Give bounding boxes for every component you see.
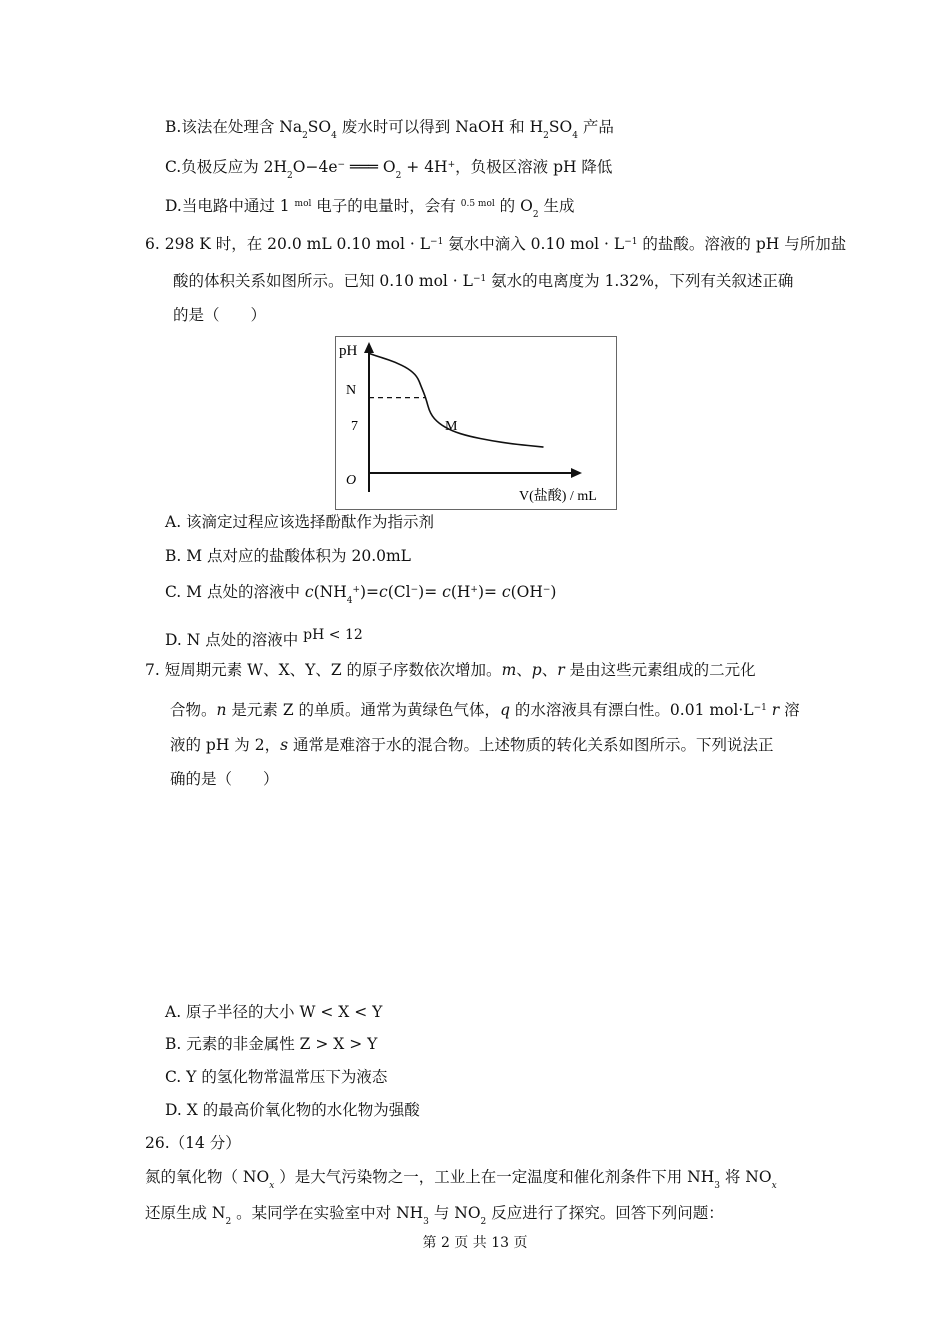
q5-option-b: B.该法在处理含 $Na_2SO_4$ 废水时可以得到 NaOH 和 $H_2SO_4$ 产品 (165, 118, 614, 141)
origin-label: O (346, 473, 357, 488)
q26-line1: 氮的氧化物（ $NO_x$ ）是大气污染物之一，工业上在一定温度和催化剂条件下用 $NH_3$ 将 $NO_x$ (145, 1168, 777, 1191)
titration-chart (335, 336, 617, 510)
q6-stem-line1: 6. 298 K 时，在 20.0 mL 0.10 mol · $L^{-1}$ 氨水中滴入 0.10 mol · $L^{-1}$ 的盐酸。溶液的 pH 与所加盐 (145, 235, 847, 253)
q26-line2: 还原生成 $N_2$ 。某同学在实验室中对 $NH_3$ 与 $NO_2$ 反应进行了探究。回答下列问题： (145, 1204, 724, 1227)
q7-option-c: C. Y 的氢化物常温常压下为液态 (165, 1068, 388, 1086)
y-axis-label: pH (339, 343, 358, 359)
q7-stem-line2: 合物。n 是元素 Z 的单质。通常为黄绿色气体，q 的水溶液具有漂白性。0.01 $mol\cdot L^{-1}$ r 溶 (170, 701, 800, 719)
q6-option-d: D. N 点处的溶液中 $^{pH < 12}$ (165, 627, 363, 649)
q6-option-c: C. M 点处的溶液中 $c(NH_4^+)=c(Cl^-)= c(H^+)= c(OH^-)$ (165, 583, 557, 606)
q5-option-d: D.当电路中通过 1 $^{mol}$ 电子的电量时，会有 $^{0.5 mol}$ 的 $O_2$ 生成 (165, 197, 575, 220)
q6-option-a: A. 该滴定过程应该选择酚酞作为指示剂 (165, 513, 435, 531)
q7-stem-line3: 液的 pH 为 2，s 通常是难溶于水的混合物。上述物质的转化关系如图所示。下列说法正 (170, 736, 774, 754)
q7-option-d: D. X 的最高价氧化物的水化物为强酸 (165, 1101, 420, 1119)
point-m-label: M (445, 419, 458, 434)
q7-option-b: B. 元素的非金属性 Z > X > Y (165, 1035, 378, 1053)
q5-option-c: C.负极反应为 $2H_2O-4e^-$ ═══ $O_2 + 4H^+$，负极区溶液 pH 降低 (165, 158, 613, 181)
x-axis-arrow (571, 468, 582, 478)
titration-chart-svg (336, 337, 616, 509)
x-axis-label: V(盐酸) / mL (519, 489, 597, 504)
titration-curve (369, 353, 544, 447)
q7-stem-line1: 7. 短周期元素 W、X、Y、Z 的原子序数依次增加。m、p、r 是由这些元素组成的二元化 (145, 661, 756, 679)
q6-option-b: B. M 点对应的盐酸体积为 20.0mL (165, 547, 411, 565)
q6-stem-line2: 酸的体积关系如图所示。已知 0.10 mol · $L^{-1}$ 氨水的电离度为 1.32%，下列有关叙述正确 (173, 272, 794, 290)
y-axis-arrow (364, 342, 374, 353)
q6-stem-line3: 的是（ ） (173, 306, 267, 324)
q26-header: 26.（14 分） (145, 1134, 241, 1152)
q7-stem-line4: 确的是（ ） (170, 770, 279, 788)
point-n-label: N (346, 383, 357, 398)
y-tick-7: 7 (351, 419, 358, 434)
page-footer: 第 2 页 共 13 页 (422, 1235, 528, 1251)
q7-option-a: A. 原子半径的大小 W < X < Y (165, 1003, 383, 1021)
